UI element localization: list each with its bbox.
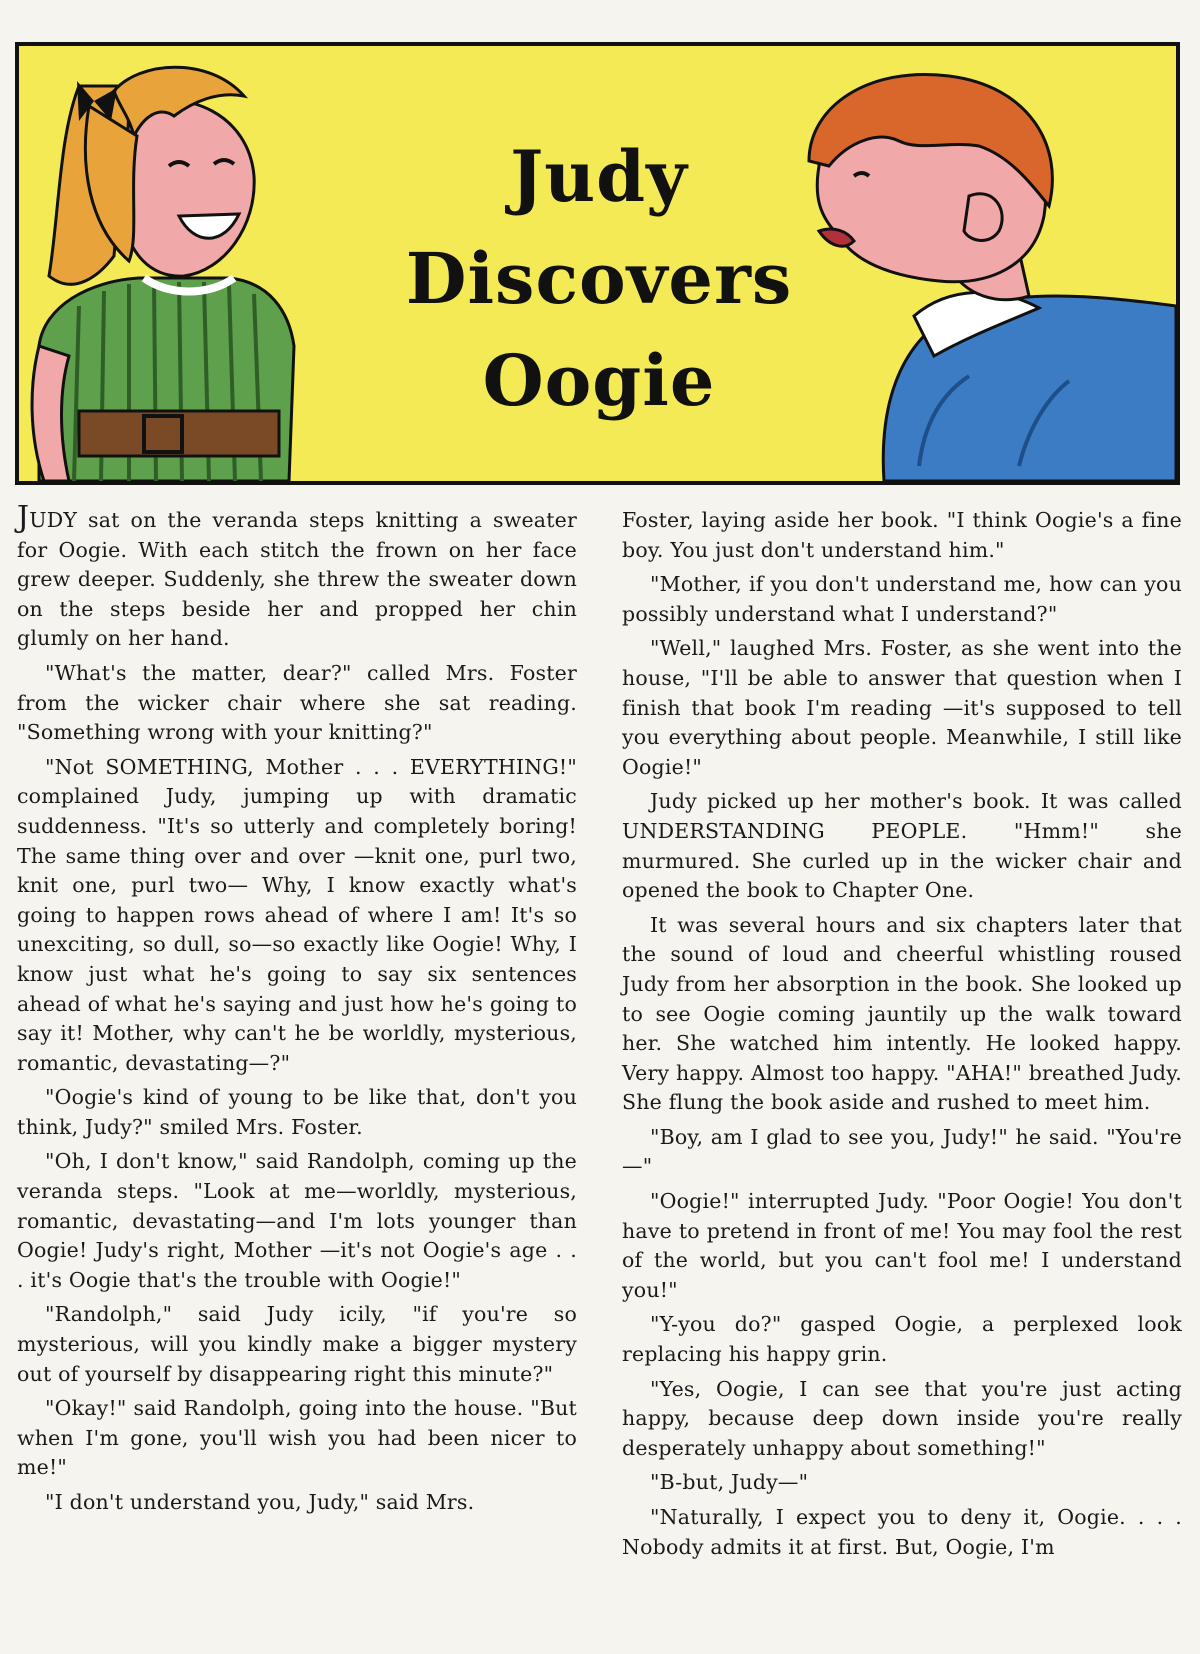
- paragraph: [17, 500, 577, 654]
- title-panel: [15, 42, 1180, 485]
- text-column-left: [17, 500, 577, 1523]
- paragraph: "Mother, if you don't understand me, how can you possibly understand what I understand?": [622, 572, 1182, 626]
- text-column-right: [622, 506, 1182, 1567]
- paragraph: "Oogie!" interrupted Judy. "Poor Oogie! You don't have to pretend in front of me! You may fool the rest of the world, but you can't fool me! I understand you!": [622, 1189, 1182, 1302]
- paragraph: "Okay!" said Randolph, going into the house. "But when I'm gone, you'll wish you had been nicer to me!": [17, 1396, 577, 1480]
- paragraph: "Naturally, I expect you to deny it, Oogie. . . . Nobody admits it at first. But, Oogie, I'm: [622, 1505, 1182, 1559]
- paragraph: "Oh, I don't know," said Randolph, coming up the veranda steps. "Look at me—worldly, mysterious, romantic, devastating—and I'm lots younger than Oogie! Judy's right, Mother —it's not Oogie's age . . . it's Oogie that's the trouble with Oogie!": [17, 1149, 577, 1292]
- story-title: [359, 126, 839, 432]
- paragraph: "Yes, Oogie, I can see that you're just acting happy, because deep down inside you're really desperately unhappy about something!": [622, 1376, 1182, 1460]
- title-line-1: Judy: [510, 135, 688, 218]
- oogie-illustration: [809, 74, 1176, 481]
- paragraph: "Y-you do?" gasped Oogie, a perplexed look replacing his happy grin.: [622, 1312, 1182, 1367]
- paragraph: Foster, laying aside her book. "I think Oogie's a fine boy. You just don't understand him.": [622, 508, 1182, 562]
- paragraph: "Boy, am I glad to see you, Judy!" he said. "You're—": [622, 1124, 1182, 1179]
- title-line-3: Oogie: [482, 339, 716, 422]
- paragraph: It was several hours and six chapters later that the sound of loud and cheerful whistling roused Judy from her absorption in the book. She looked up to see Oogie coming jauntily up the walk toward her. She watched him intently. He looked happy. Very happy. Almost too happy. "AHA!" breathed Judy. She flung the book aside and rushed to meet him.: [622, 912, 1182, 1115]
- paragraph: "Randolph," said Judy icily, "if you're so mysterious, will you kindly make a bigger mystery out of yourself by disappearing right this minute?": [17, 1302, 577, 1386]
- drop-cap: J: [17, 500, 30, 535]
- paragraph: "What's the matter, dear?" called Mrs. Foster from the wicker chair where she sat reading. "Something wrong with your knitting?": [17, 660, 577, 745]
- title-line-2: Discovers: [405, 237, 793, 320]
- paragraph: "Not SOMETHING, Mother . . . EVERYTHING!" complained Judy, jumping up with dramatic suddenness. "It's so utterly and completely boring! The same thing over and over —knit one, purl two, knit one, purl two— Why, I know exactly what's going to happen rows ahead of where I am! It's so unexciting, so dull, so—so exactly like Oogie! Why, I know just what he's going to say six sentences ahead of what he's saying and just how he's going to say it! Mother, why can't he be worldly, mysterious, romantic, devastating—?": [17, 754, 577, 1075]
- paragraph: "I don't understand you, Judy," said Mrs.: [45, 1490, 475, 1514]
- judy-illustration: [32, 67, 294, 481]
- paragraph: Judy picked up her mother's book. It was called UNDERSTANDING PEOPLE. "Hmm!" she murmured. She curled up in the wicker chair and opened the book to Chapter One.: [622, 789, 1182, 903]
- paragraph-text: UDY sat on the veranda steps knitting a sweater for Oogie. With each stitch the frown on her face grew deeper. Suddenly, she threw the sweater down on the steps beside her and propped her chin glumly on her hand.: [17, 508, 577, 651]
- paragraph: "B-but, Judy—": [650, 1470, 809, 1495]
- paragraph: "Oogie's kind of young to be like that, don't you think, Judy?" smiled Mrs. Foster.: [17, 1085, 577, 1139]
- paragraph: "Well," laughed Mrs. Foster, as she went into the house, "I'll be able to answer that question when I finish that book I'm reading —it's supposed to tell you everything about people. Meanwhile, I still like Oogie!": [622, 636, 1182, 779]
